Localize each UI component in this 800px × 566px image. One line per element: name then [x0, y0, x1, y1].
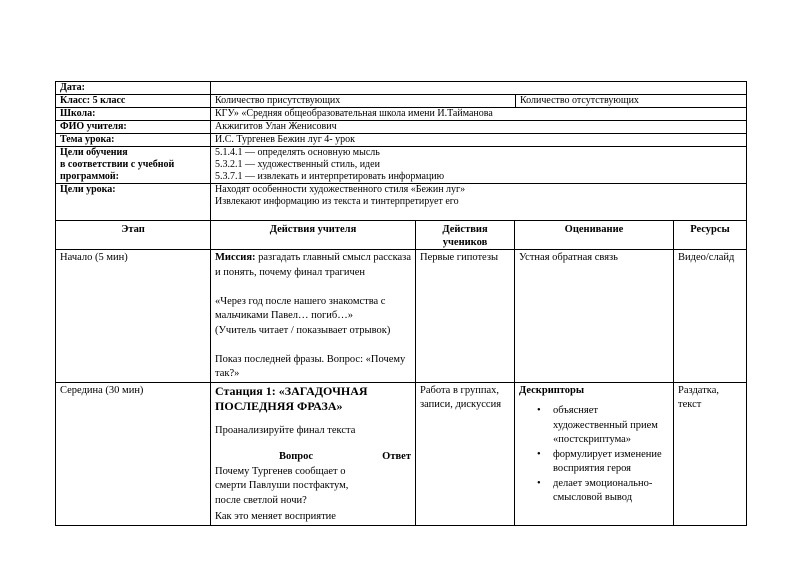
- teacher-actions-cell: [211, 382, 416, 525]
- question-text: Показ последней фразы. Вопрос: «Почему так?»: [215, 353, 406, 379]
- lesson-table-header: [56, 221, 747, 250]
- absent-count-label: Количество отсутствующих: [516, 95, 747, 108]
- column-header-stage: Этап: [56, 221, 211, 250]
- class-row: [56, 95, 747, 108]
- header-info-table: [55, 81, 747, 221]
- learning-goals-label-line: в соответствии с учебной: [60, 159, 175, 170]
- question-item: Как это меняет восприятие: [215, 511, 336, 522]
- column-header-student-actions: Действия учеников: [416, 221, 515, 250]
- quote-text: «Через год после нашего знакомства с мальчиками Павел… погиб…»: [215, 295, 386, 321]
- teacher-label: ФИО учителя:: [56, 121, 211, 134]
- lesson-stages-table: [55, 220, 747, 526]
- lesson-goal-item: Извлекают информацию из текста и тинтерпретирует его: [215, 196, 459, 207]
- column-header-assessment: Оценивание: [515, 221, 674, 250]
- lesson-goals-label: Цели урока:: [56, 184, 211, 221]
- assessment-cell: [515, 382, 674, 525]
- answer-column-header: Ответ: [382, 451, 411, 462]
- student-actions-cell: Первые гипотезы: [416, 250, 515, 383]
- date-value: [211, 82, 747, 95]
- lesson-goals-value: [211, 184, 747, 221]
- date-label: Дата:: [56, 82, 211, 95]
- descriptors-title: Дескрипторы: [519, 384, 585, 396]
- table-row: [56, 382, 747, 525]
- teacher-value: Акжигитов Улан Женисович: [211, 121, 747, 134]
- lesson-plan-document: [55, 81, 746, 526]
- mission-paragraph: [215, 251, 411, 280]
- learning-goal-item: 5.1.4.1 — определять основную мысль: [215, 147, 380, 158]
- column-header-resources: Ресурсы: [674, 221, 747, 250]
- learning-goals-value: [211, 147, 747, 184]
- date-row: [56, 82, 747, 95]
- station-title: Станция 1: «ЗАГАДОЧНАЯ ПОСЛЕДНЯЯ ФРАЗА»: [215, 383, 368, 413]
- resources-cell: Видео/слайд: [674, 250, 747, 383]
- task-text: Проанализируйте финал текста: [215, 424, 356, 436]
- mission-label: Миссия:: [215, 252, 256, 263]
- stage-cell: Середина (30 мин): [56, 382, 211, 525]
- school-value: КГУ» «Средняя общеобразовательная школа имени И.Тайманова: [211, 108, 747, 121]
- school-row: [56, 108, 747, 121]
- lesson-goal-item: Находят особенности художественного стиля «Бежин луг»: [215, 184, 466, 195]
- resources-cell: Раздатка, текст: [674, 382, 747, 525]
- descriptor-item: • делает эмоционально-смысловой вывод: [553, 477, 669, 506]
- present-count-label: Количество присутствующих: [211, 95, 516, 108]
- column-header-teacher-actions: Действия учителя: [211, 221, 416, 250]
- table-row: [56, 250, 747, 383]
- topic-value: И.С. Тургенев Бежин луг 4- урок: [211, 134, 747, 147]
- mission-text: разгадать главный смысл рассказа и понять, почему финал трагичен: [215, 252, 411, 278]
- student-actions-cell: Работа в группах, записи, дискуссия: [416, 382, 515, 525]
- qa-header: [215, 450, 411, 465]
- question-item: Почему Тургенев сообщает о смерти Павлуши постфактум, после светлой ночи?: [215, 465, 349, 506]
- learning-goal-item: 5.3.2.1 — художественный стиль, идеи: [215, 159, 380, 170]
- learning-goals-label-line: Цели обучения: [60, 147, 128, 158]
- topic-row: [56, 134, 747, 147]
- teacher-note: (Учитель читает / показывает отрывок): [215, 324, 391, 336]
- teacher-row: [56, 121, 747, 134]
- learning-goals-label: [56, 147, 211, 184]
- learning-goal-item: 5.3.7.1 — извлекать и интерпретировать информацию: [215, 171, 445, 182]
- stage-cell: Начало (5 мин): [56, 250, 211, 383]
- learning-goals-row: [56, 147, 747, 184]
- topic-label: Тема урока:: [56, 134, 211, 147]
- learning-goals-label-line: программой:: [60, 171, 120, 182]
- school-label: Школа:: [56, 108, 211, 121]
- class-label: Класс: 5 класс: [56, 95, 211, 108]
- lesson-goals-row: [56, 184, 747, 221]
- teacher-actions-cell: [211, 250, 416, 383]
- question-column-header: Вопрос: [279, 451, 314, 462]
- descriptor-item: • формулирует изменение восприятия героя: [553, 448, 669, 477]
- descriptor-item: • объясняет художественный прием «постскриптума»: [553, 404, 669, 448]
- descriptors-list: [519, 404, 669, 506]
- assessment-cell: Устная обратная связь: [515, 250, 674, 383]
